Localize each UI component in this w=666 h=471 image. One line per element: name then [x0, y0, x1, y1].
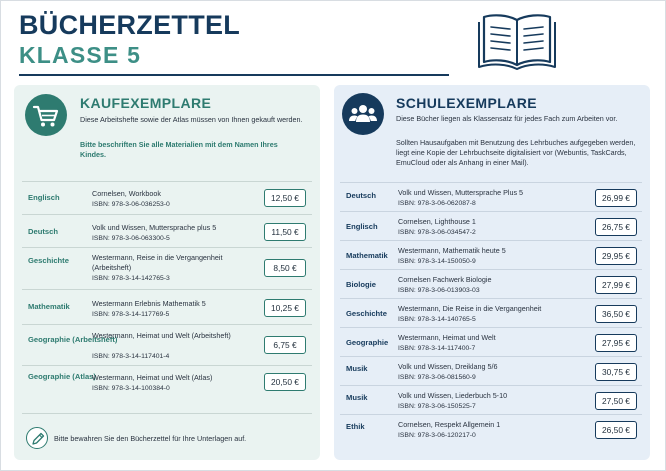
price-badge: 27,95 € [595, 334, 637, 352]
page-title: BÜCHERZETTEL [19, 10, 241, 40]
subject-label: Mathematik [28, 302, 70, 311]
isbn-text: ISBN: 978-3-06-036253-0 [92, 201, 170, 208]
price-badge: 6,75 € [264, 336, 306, 354]
table-row [340, 182, 642, 211]
publisher-text: Westermann Erlebnis Mathematik 5 [92, 299, 206, 308]
table-row [22, 365, 312, 401]
publisher-text: Volk und Wissen, Muttersprache Plus 5 [398, 188, 524, 197]
publisher-text: Cornelsen, Workbook [92, 189, 161, 198]
open-book-icon [470, 6, 564, 74]
kaufexemplare-panel [14, 85, 320, 460]
table-row [340, 356, 642, 385]
price-badge: 36,50 € [595, 305, 637, 323]
subject-label: Geographie [346, 338, 389, 347]
subject-label: Deutsch [346, 191, 376, 200]
isbn-text: ISBN: 978-3-06-063300-5 [92, 235, 170, 242]
subject-label: Musik [346, 393, 368, 402]
subject-label: Musik [346, 364, 368, 373]
table-row [340, 298, 642, 327]
publisher-text: Westermann, Heimat und Welt (Atlas) [92, 373, 213, 382]
isbn-text: ISBN: 978-3-06-120217-0 [398, 432, 476, 439]
schulexemplare-panel [334, 85, 650, 460]
publisher-text: Westermann, Heimat und Welt [398, 333, 496, 342]
schulexemplare-description: Diese Bücher liegen als Klassensatz für jedes Fach zum Arbeiten vor. [396, 114, 618, 123]
isbn-text: ISBN: 978-3-14-142765-3 [92, 275, 170, 282]
table-row [340, 211, 642, 240]
price-badge: 29,95 € [595, 247, 637, 265]
subject-label: Geschichte [28, 256, 69, 265]
publisher-text: Westermann, Mathematik heute 5 [398, 246, 506, 255]
table-row [340, 414, 642, 443]
price-badge: 26,75 € [595, 218, 637, 236]
price-badge: 26,50 € [595, 421, 637, 439]
price-badge: 27,50 € [595, 392, 637, 410]
price-badge: 11,50 € [264, 223, 306, 241]
title-divider [19, 74, 449, 76]
isbn-text: ISBN: 978-3-06-013903-03 [398, 287, 480, 294]
isbn-text: ISBN: 978-3-14-140765-5 [398, 316, 476, 323]
schulexemplare-title: SCHULEXEMPLARE [396, 95, 537, 111]
isbn-text: ISBN: 978-3-06-062087-8 [398, 200, 476, 207]
pencil-icon [26, 427, 48, 449]
publisher-text: Volk und Wissen, Dreiklang 5/6 [398, 362, 498, 371]
table-row [340, 327, 642, 356]
footer-note: Bitte bewahren Sie den Bücherzettel für Ihre Unterlagen auf. [54, 434, 247, 443]
subject-label: Biologie [346, 280, 376, 289]
isbn-text: ISBN: 978-3-06-034547-2 [398, 229, 476, 236]
table-row [22, 247, 312, 289]
subject-label: Mathematik [346, 251, 388, 260]
price-badge: 8,50 € [264, 259, 306, 277]
isbn-text: ISBN: 978-3-14-117400-7 [398, 345, 476, 352]
kaufexemplare-note: Bitte beschriften Sie alle Materialien mit dem Namen Ihres Kindes. [80, 140, 278, 159]
table-row [340, 385, 642, 414]
page-subtitle: KLASSE 5 [19, 42, 142, 68]
price-badge: 30,75 € [595, 363, 637, 381]
table-row [22, 181, 312, 214]
table-row [340, 240, 642, 269]
shopping-cart-icon [25, 94, 67, 136]
publisher-text: Westermann, Die Reise in die Vergangenheit [398, 304, 542, 313]
subject-label: Englisch [28, 193, 60, 202]
schulexemplare-homework-note: Sollten Hausaufgaben mit Benutzung des Lehrbuches aufgegeben werden, liegt eine Kopie der Lehrbuchseite digitalisiert vor (Webuntis, TaskCards, EmuCloud oder als Anhang in einer Mail). [396, 138, 636, 167]
isbn-text: ISBN: 978-3-14-117769-5 [92, 311, 170, 318]
kaufexemplare-description: Diese Arbeitshefte sowie der Atlas müssen von Ihnen gekauft werden. [80, 115, 303, 124]
subject-label: Geschichte [346, 309, 387, 318]
table-row [22, 289, 312, 324]
group-icon [342, 93, 384, 135]
publisher-text: Westermann, Reise in die Vergangenheit (Arbeitsheft) [92, 253, 223, 272]
price-badge: 26,99 € [595, 189, 637, 207]
isbn-text: ISBN: 978-3-14-150050-9 [398, 258, 476, 265]
price-badge: 10,25 € [264, 299, 306, 317]
table-row [22, 324, 312, 365]
publisher-text: Cornelsen, Lighthouse 1 [398, 217, 476, 226]
subject-label: Englisch [346, 222, 378, 231]
publisher-text: Westermann, Heimat und Welt (Arbeitsheft) [92, 331, 231, 340]
table-row [22, 214, 312, 247]
footer-divider [22, 413, 312, 414]
isbn-text: ISBN: 978-3-14-100384-0 [92, 385, 170, 392]
price-badge: 12,50 € [264, 189, 306, 207]
subject-label: Ethik [346, 422, 365, 431]
subject-label: Geographie (Arbeitsheft) [28, 335, 118, 344]
isbn-text: ISBN: 978-3-14-117401-4 [92, 353, 170, 360]
publisher-text: Cornelsen, Respekt Allgemein 1 [398, 420, 501, 429]
subject-label: Geographie (Atlas) [28, 372, 96, 381]
table-row [340, 269, 642, 298]
price-badge: 27,99 € [595, 276, 637, 294]
isbn-text: ISBN: 978-3-06-150525-7 [398, 403, 476, 410]
subject-label: Deutsch [28, 227, 58, 236]
publisher-text: Volk und Wissen, Muttersprache plus 5 [92, 223, 217, 232]
kaufexemplare-title: KAUFEXEMPLARE [80, 95, 212, 111]
publisher-text: Volk und Wissen, Liederbuch 5-10 [398, 391, 508, 400]
price-badge: 20,50 € [264, 373, 306, 391]
publisher-text: Cornelsen Fachwerk Biologie [398, 275, 492, 284]
isbn-text: ISBN: 978-3-06-081560-9 [398, 374, 476, 381]
